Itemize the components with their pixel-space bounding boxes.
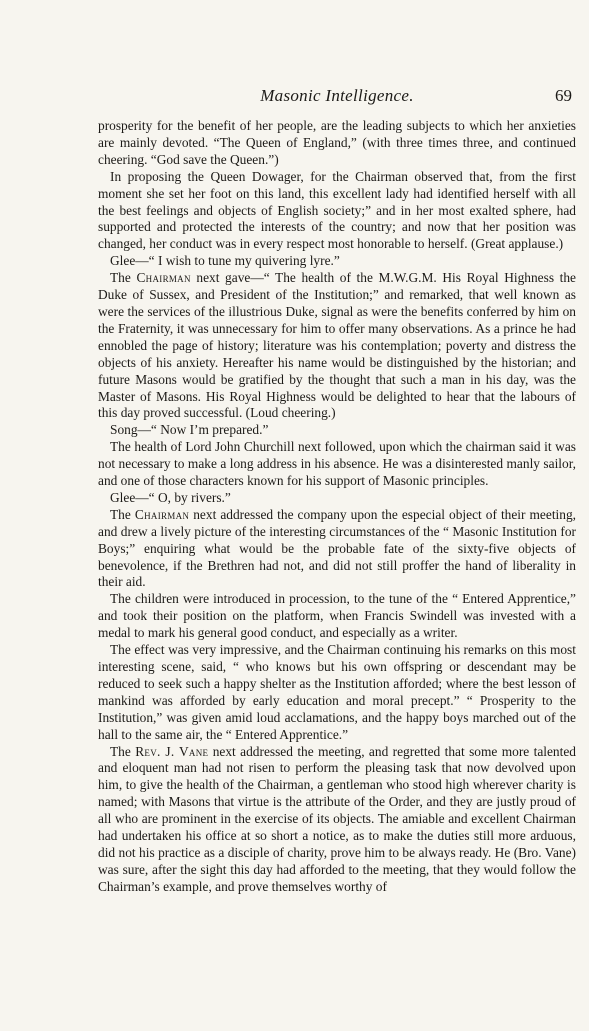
paragraph [98,270,576,422]
small-caps-name: Chairman [136,270,191,286]
paragraph-text: next addressed the meeting, and regretted that some more talented and eloquent man had not risen to perform the pleasing task that now devolved upon him, to give the health of the Chairman, a gentleman who stood high wherever charity is named; with Masons that virtue is the attribute of the Order, and they are justly proud of all who are prominent in the exercise of its objects. The amiable and excellent Chairman had undertaken his office at so short a notice, as to make the duties still more arduous, did not his practice as a disciple of charity, prove him to be always ready. He (Bro. Vane) was sure, after the sight this day had afforded to the meeting, that they would follow the Chairman’s example, and prove themselves worthy of [98,743,576,894]
paragraph-text: Song—“ Now I’m prepared.” [110,422,269,438]
paragraph-text: next addressed the company upon the especial object of their meeting, and drew a lively picture of the interesting circumstances of the “ Masonic Institution for Boys;” enquiring what would be the probable fate of the sixty-five objects of benevolence, if the Brethren had not, and did not still proffer the hand of liberality in their aid. [98,506,576,590]
document-page [98,84,576,896]
paragraph-text: Glee—“ I wish to tune my quivering lyre.” [110,253,340,269]
small-caps-name: Rev. J. Vane [135,743,209,759]
paragraph [98,439,576,490]
paragraph [98,642,576,743]
paragraph-text: The [110,743,136,759]
paragraph-text: next gave—“ The health of the M.W.G.M. His Royal Highness the Duke of Sussex, and President of the Institution;” and remarked, that well known as were the services of the illustrious Duke, signal as were the benefits conferred by him on the Fraternity, it was unnecessary for him to offer many observations. As a prince he had ennobled the page of history; literature was his contemplation; poverty and distress the objects of his anxiety. Hereafter his name would be distinguished by the historian; and future Masons would be gratified by the thought that such a man in his day, was the Master of Masons. His Royal Highness would be delighted to hear that the labours of this day proved successful. (Loud cheering.) [98,270,577,421]
paragraph [98,490,576,507]
paragraph-text: Glee—“ O, by rivers.” [110,489,231,505]
paragraph-text: The health of Lord John Churchill next followed, upon which the chairman said it was not necessary to make a long address in his absence. He was a disinterested manly sailor, and one of those characters known for his support of Masonic principles. [98,439,576,489]
page-number: 69 [555,86,572,105]
paragraph-text: The [110,270,137,286]
paragraph-text: The effect was very impressive, and the Chairman continuing his remarks on this most interesting scene, said, “ who knows but his own offspring or descendant may be reduced to seek such a happy shelter as the Institution afforded; where the best lesson of mankind was afforded by early education and moral precept.” “ Prosperity to the Institution,” was given amid loud acclamations, and the happy boys marched out of the hall to the same air, the “ Entered Apprentice.” [98,642,576,742]
small-caps-name: Chairman [134,506,190,522]
running-title: Masonic Intelligence. [260,86,414,105]
paragraph-text: In proposing the Queen Dowager, for the Chairman observed that, from the first moment she set her foot on this land, this excellent lady had identified herself with all the best feelings and objects of English society;” and in her most exalted sphere, had supported and protected the interests of the country; and now that her position was changed, her conduct was in every respect most honorable to herself. (Great applause.) [98,168,576,252]
page-header [98,84,576,110]
paragraph [98,591,576,642]
paragraph [98,422,576,439]
paragraph-text: The [110,506,135,522]
paragraph-text: prosperity for the benefit of her people, are the leading subjects to which her anxieties are mainly devoted. “The Queen of England,” (with three times three, and continued cheering. “God save the Queen.”) [98,118,576,167]
paragraph [98,169,576,254]
paragraph-text: The children were introduced in procession, to the tune of the “ Entered Apprentice,” and took their position on the platform, when Francis Swindell was invested with a medal to mark his general good conduct, and especially as a writer. [98,591,576,641]
paragraph [98,253,576,270]
body-text [98,118,576,896]
paragraph [98,507,576,592]
paragraph [98,118,576,169]
paragraph [98,744,576,896]
